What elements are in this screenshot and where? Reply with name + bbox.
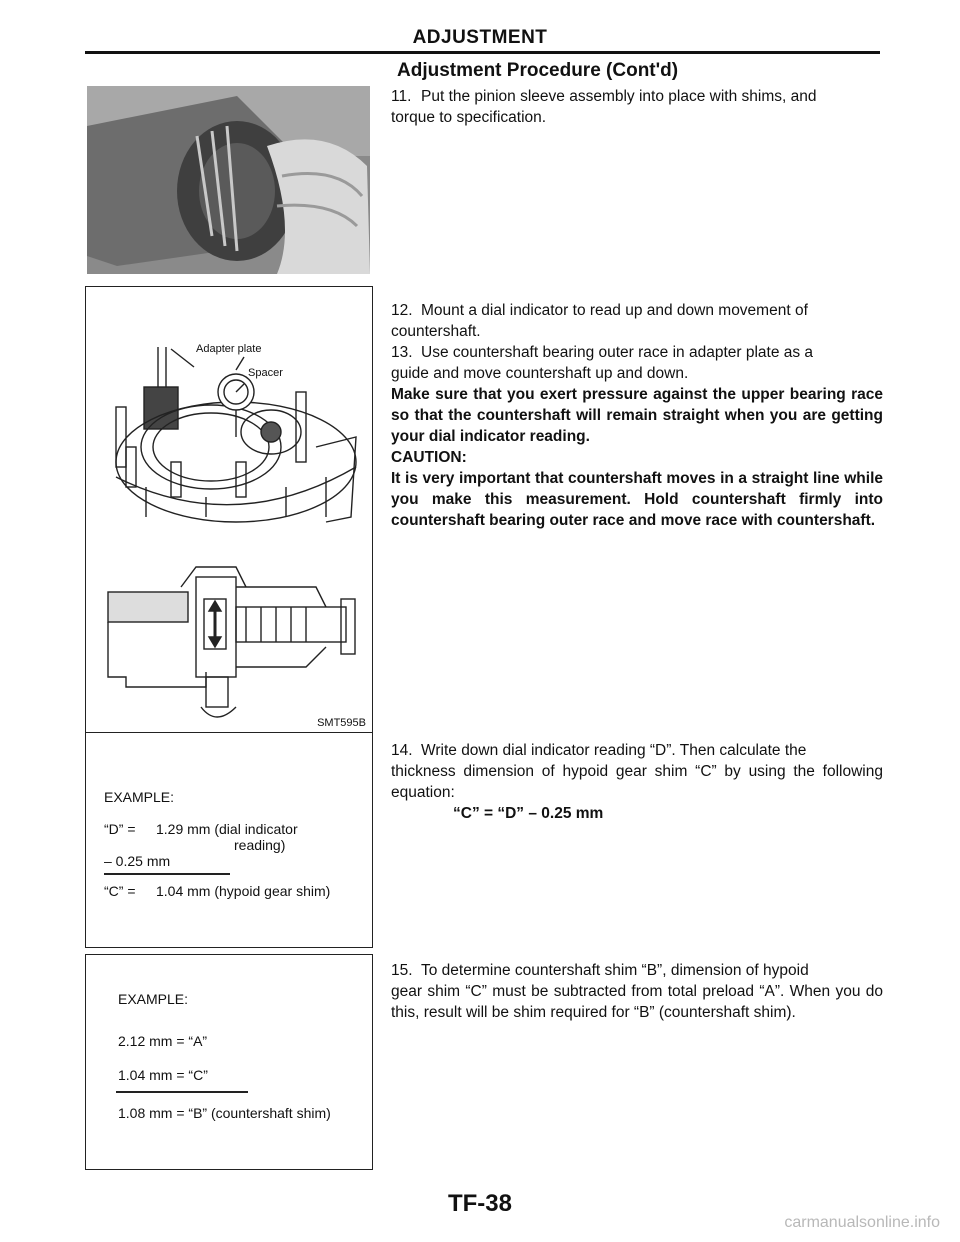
- step-number: 13.: [391, 344, 413, 361]
- example-d-value: 1.29 mm (dial indicator: [156, 821, 298, 837]
- step-text-cont: thickness dimension of hypoid gear shim “C” by using the following equation:: [391, 763, 883, 801]
- header-rule: [85, 51, 880, 54]
- example-c-value: 1.04 mm (hypoid gear shim): [156, 883, 331, 899]
- step-text: Use countershaft bearing outer race in adapter plate as a: [421, 344, 814, 361]
- shim-equation: “C” = “D” – 0.25 mm: [453, 805, 604, 822]
- step-text: Write down dial indicator reading “D”. Then calculate the: [421, 742, 807, 759]
- figure-code: SMT595B: [317, 717, 366, 729]
- step-text: Put the pinion sleeve assembly into place with shims, and: [421, 88, 817, 105]
- example-d-value-cont: reading): [234, 837, 286, 853]
- example-box-2: [85, 954, 373, 1170]
- steps-12-13: [391, 300, 883, 531]
- example-c-key: “C” =: [104, 883, 136, 899]
- pressure-note: Make sure that you exert pressure against the upper bearing race so that the countershaft will remain straight when you are getting your dial indicator reading.: [391, 386, 883, 445]
- example-box-1: [85, 732, 373, 948]
- example-c-line: 1.04 mm = “C”: [118, 1067, 208, 1083]
- example-d-key: “D” =: [104, 821, 136, 837]
- sum-rule: [104, 873, 230, 875]
- step-number: 11.: [391, 88, 412, 105]
- step-number: 12.: [391, 302, 413, 319]
- section-heading: Adjustment Procedure (Cont'd): [397, 60, 679, 81]
- assembly-photo: [87, 86, 370, 274]
- example-minus: – 0.25 mm: [104, 853, 171, 869]
- sum-rule: [116, 1091, 248, 1093]
- caution-text: It is very important that countershaft moves in a straight line while you make this measurement. Hold countershaft firmly into countershaft bearing outer race and move race with countershaft.: [391, 470, 883, 529]
- example-title: EXAMPLE:: [118, 991, 189, 1007]
- caution-label: CAUTION:: [391, 449, 467, 466]
- step-text: Mount a dial indicator to read up and down movement of: [421, 302, 808, 319]
- step-text-cont: torque to specification.: [391, 109, 547, 126]
- figure-dial-indicator: [85, 286, 373, 734]
- example-b-line: 1.08 mm = “B” (countershaft shim): [118, 1105, 331, 1121]
- page-header-title: ADJUSTMENT: [412, 27, 548, 48]
- example-title: EXAMPLE:: [104, 789, 175, 805]
- step-15: [391, 960, 883, 1023]
- step-number: 15.: [391, 962, 413, 979]
- step-text-cont: gear shim “C” must be subtracted from total preload “A”. When you do this, result will be shim required for “B” (countershaft shim).: [391, 983, 883, 1021]
- example-a-line: 2.12 mm = “A”: [118, 1033, 208, 1049]
- watermark: carmanualsonline.info: [784, 1214, 940, 1231]
- label-adapter-plate: Adapter plate: [196, 343, 262, 355]
- step-14: [391, 740, 883, 824]
- step-number: 14.: [391, 742, 413, 759]
- step-11: [391, 86, 883, 128]
- step-text-cont: countershaft.: [391, 323, 481, 340]
- step-text-cont: guide and move countershaft up and down.: [391, 365, 689, 382]
- step-text: To determine countershaft shim “B”, dimension of hypoid: [421, 962, 809, 979]
- label-spacer: Spacer: [248, 367, 283, 379]
- page-number: TF-38: [447, 1190, 512, 1217]
